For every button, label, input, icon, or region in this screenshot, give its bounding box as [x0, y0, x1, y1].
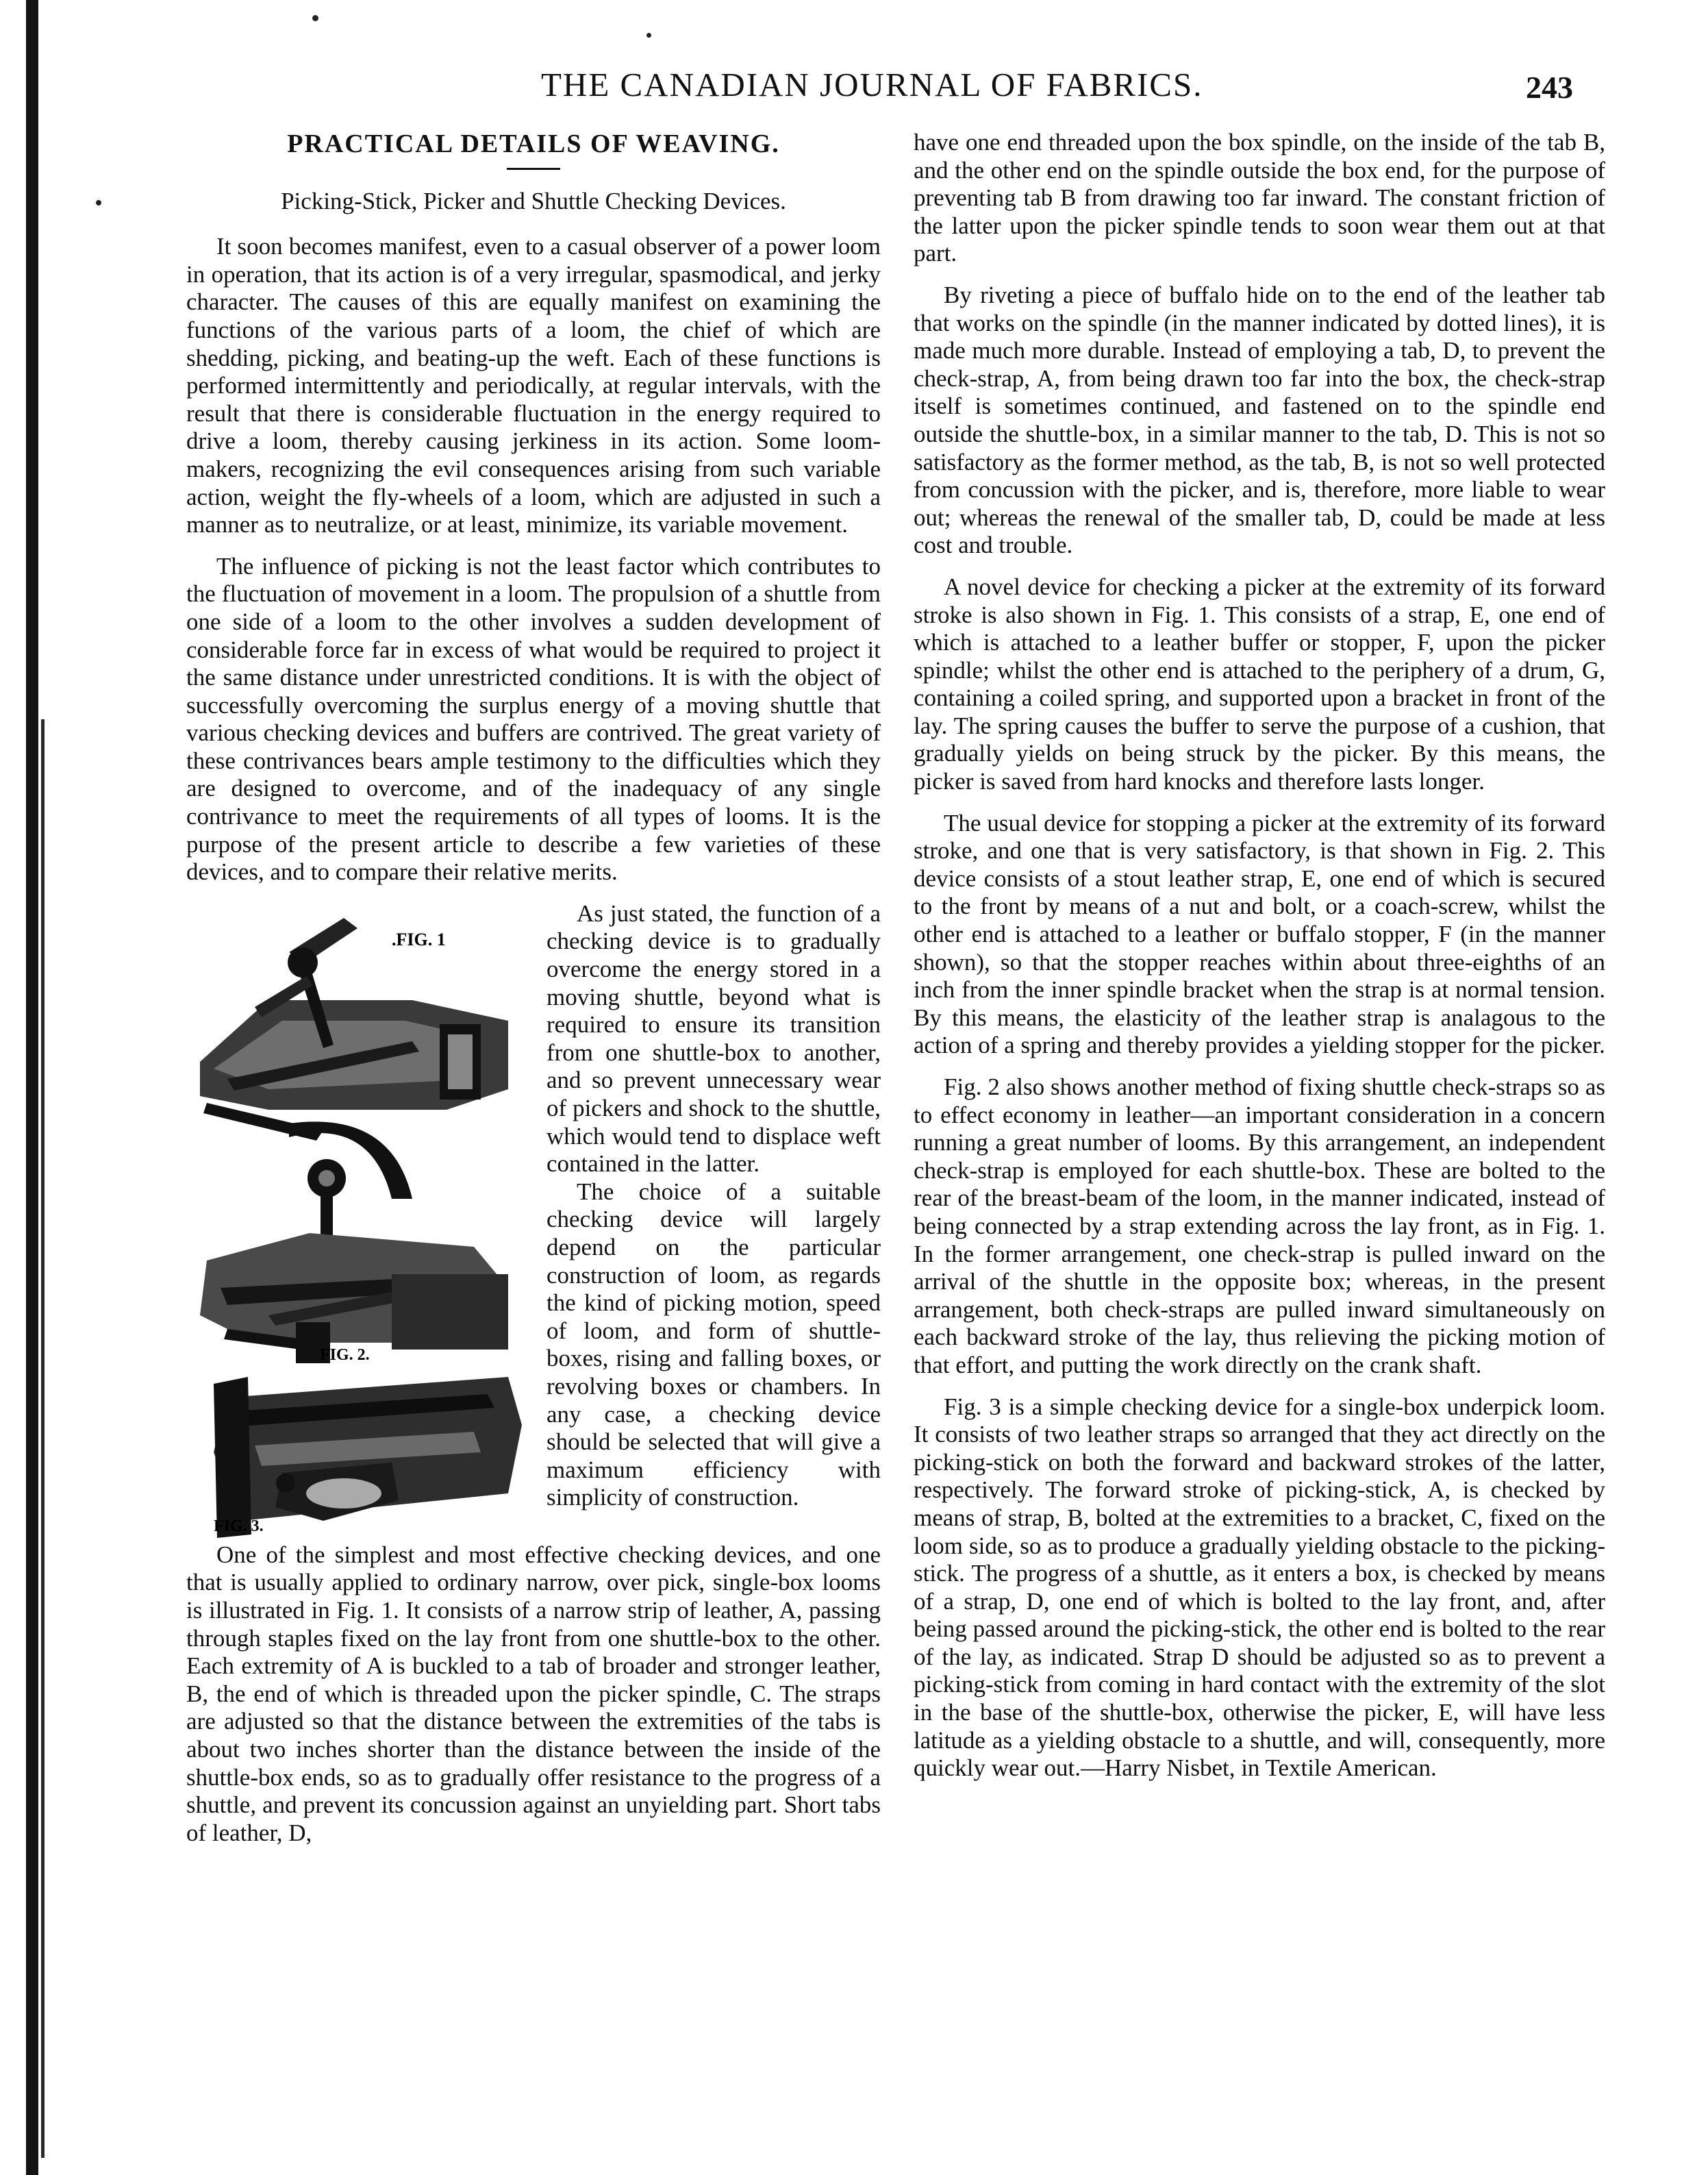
title-rule: [507, 168, 560, 170]
body-paragraph: A novel device for checking a picker at the extremity of its forward stroke is also shown in Fig. 1. This consists of a strap, E, one end of which is attached to a leather buffer or stopper, F, upon the picker spindle; whilst the other end is attached to the periphery of a drum, G, containing a coiled spring, and supported upon a bracket in front of the lay. The spring causes the buffer to serve the purpose of a cushion, that gradually yields on being struck by the picker. By this means, the picker is saved from hard knocks and therefore lasts longer.: [914, 573, 1605, 795]
article-subtitle: Picking-Stick, Picker and Shuttle Checking Devices.: [281, 187, 786, 214]
left-column: [186, 129, 881, 1861]
loom-illustration: [186, 904, 536, 1541]
page-binding-edge: [26, 0, 38, 2175]
body-paragraph: have one end threaded upon the box spindle, on the inside of the tab B, and the other end on the spindle outside the box end, for the purpose of preventing tab B from drawing too far inward. The constant friction of the latter upon the picker spindle tends to soon wear them out at that part.: [914, 129, 1605, 267]
right-column: [914, 129, 1605, 1796]
running-head: [0, 65, 1708, 113]
body-paragraph: The choice of a suitable checking device will largely depend on the particular construction of loom, as regards the kind of picking motion, speed of loom, and form of shuttle-boxes, rising and falling boxes, or revolving boxes or chambers. In any case, a checking device should be selected that will give a maximum efficiency with simplicity of construction.: [547, 1178, 881, 1511]
body-paragraph: As just stated, the function of a checking device is to gradually overcome the energy stored in a moving shuttle, beyond what is required to ensure its transition from one shuttle-box to another, and so prevent unnecessary wear of pickers and shock to the shuttle, which would tend to displace weft contained in the latter.: [547, 899, 881, 1178]
fig2-label: FIG. 2.: [320, 1345, 370, 1364]
page-number: 243: [1526, 70, 1573, 105]
body-paragraph: The influence of picking is not the least factor which contributes to the fluctuation of movement in a loom. The propulsion of a shuttle from one side of a loom to the other involves a sudden development of considerable force far in excess of what would be required to project it the same distance under unrestricted conditions. It is with the object of successfully overcoming the surplus energy of a moving shuttle that various checking devices and buffers are contrived. The great variety of these contrivances bears ample testimony to the difficulties which they are designed to overcome, and of the inadequacy of any single contrivance to meet the requirements of all types of looms. It is the purpose of the present article to describe a few varieties of these devices, and to compare their relative merits.: [186, 552, 881, 886]
fig3-label: FIG. 3.: [214, 1517, 264, 1535]
print-speck: [96, 200, 101, 206]
body-paragraph: Fig. 3 is a simple checking device for a single-box underpick loom. It consists of two leather straps so arranged that they act directly on the picking-stick on both the forward and backward strokes of the latter, respectively. The forward stroke of picking-stick, A, is checked by means of strap, B, bolted at the extremities to a bracket, C, fixed on the loom side, so as to produce a gradually yielding obstacle to the picking-stick. The progress of a shuttle, as it enters a box, is checked by means of a strap, D, one end of which is bolted to the lay front, and, after being passed around the picking-stick, the other end is bolted to the rear of the lay, as indicated. Strap D should be adjusted so as to prevent a picking-stick from coming in hard contact with the extremity of the slot in the base of the shuttle-box, otherwise the picker, E, will have less latitude as a yielding obstacle to a shuttle, and will, consequently, more quickly wear out.—Harry Nisbet, in Textile American.: [914, 1393, 1605, 1782]
article-title: PRACTICAL DETAILS OF WEAVING.: [287, 129, 780, 158]
body-paragraph: One of the simplest and most effective checking devices, and one that is usually applied to ordinary narrow, over pick, single-box looms is illustrated in Fig. 1. It consists of a narrow strip of leather, A, passing through staples fixed on the lay front from one shuttle-box to the other. Each extremity of A is buckled to a tab of broader and stronger leather, B, the end of which is threaded upon the picker spindle, C. The straps are adjusted so that the distance between the extremities of the tabs is about two inches shorter than the distance between the inside of the shuttle-box ends, so as to gradually offer resistance to the progress of a shuttle, and prevent its concussion against an unyielding part. Short tabs of leather, D,: [186, 1541, 881, 1846]
print-speck: [646, 33, 651, 38]
page-binding-shadow: [41, 719, 45, 2158]
body-paragraph: The usual device for stopping a picker at the extremity of its forward stroke, and one that is very satisfactory, is that shown in Fig. 2. This device consists of a stout leather strap, E, one end of which is secured to the front by means of a nut and bolt, or a coach-screw, whilst the other end is attached to a leather or buffalo stopper, F (in the manner shown), so that the stopper reaches within about three-eighths of an inch from the inner spindle bracket when the strap is at normal tension. By this means, the elasticity of the leather strap is analagous to the action of a spring and thereby provides a yielding stopper for the picker.: [914, 809, 1605, 1059]
print-speck: [312, 15, 318, 21]
body-paragraph: Fig. 2 also shows another method of fixing shuttle check-straps so as to effect economy in leather—an important consideration in a concern running a great number of looms. By this arrangement, an independent check-strap is employed for each shuttle-box. These are bolted to the rear of the breast-beam of the loom, in the manner indicated, instead of being connected by a strap extending across the lay front, as in Fig. 1. In the former arrangement, one check-strap is pulled inward on the arrival of the shuttle in the opposite box; whereas, in the present arrangement, both check-straps are pulled inward simultaneously on each backward stroke of the lay, thus relieving the picking motion of that effort, and putting the work directly on the crank shaft.: [914, 1073, 1605, 1378]
figure-block: [186, 900, 881, 1541]
loom-figures-svg: [186, 904, 536, 1541]
fig1-label: .FIG. 1: [392, 929, 446, 949]
body-paragraph: It soon becomes manifest, even to a casual observer of a power loom in operation, that its action is of a very irregular, spasmodical, and jerky character. The causes of this are equally manifest on examining the functions of the various parts of a loom, the chief of which are shedding, picking, and beating-up the weft. Each of these functions is performed intermittently and periodically, at regular intervals, with the result that there is considerable fluctuation in the energy required to drive a loom, thereby causing jerkiness in its action. Some loom-makers, recognizing the evil consequences arising from such variable action, weight the fly-wheels of a loom, which are adjusted in such a manner as to neutralize, or at least, minimize, its variable movement.: [186, 233, 881, 538]
body-paragraph: By riveting a piece of buffalo hide on to the end of the leather tab that works on the spindle (in the manner indicated by dotted lines), it is made much more durable. Instead of employing a tab, D, to prevent the check-strap, A, from being drawn too far into the box, the check-strap itself is sometimes continued, and fastened on to the spindle end outside the shuttle-box, in a similar manner to the tab, D. This is not so satisfactory as the former method, as the tab, B, is not so well protected from concussion with the picker, and is, therefore, more liable to wear out; whereas the renewal of the smaller tab, D, could be made at less cost and trouble.: [914, 281, 1605, 559]
journal-title: THE CANADIAN JOURNAL OF FABRICS.: [541, 66, 1203, 103]
